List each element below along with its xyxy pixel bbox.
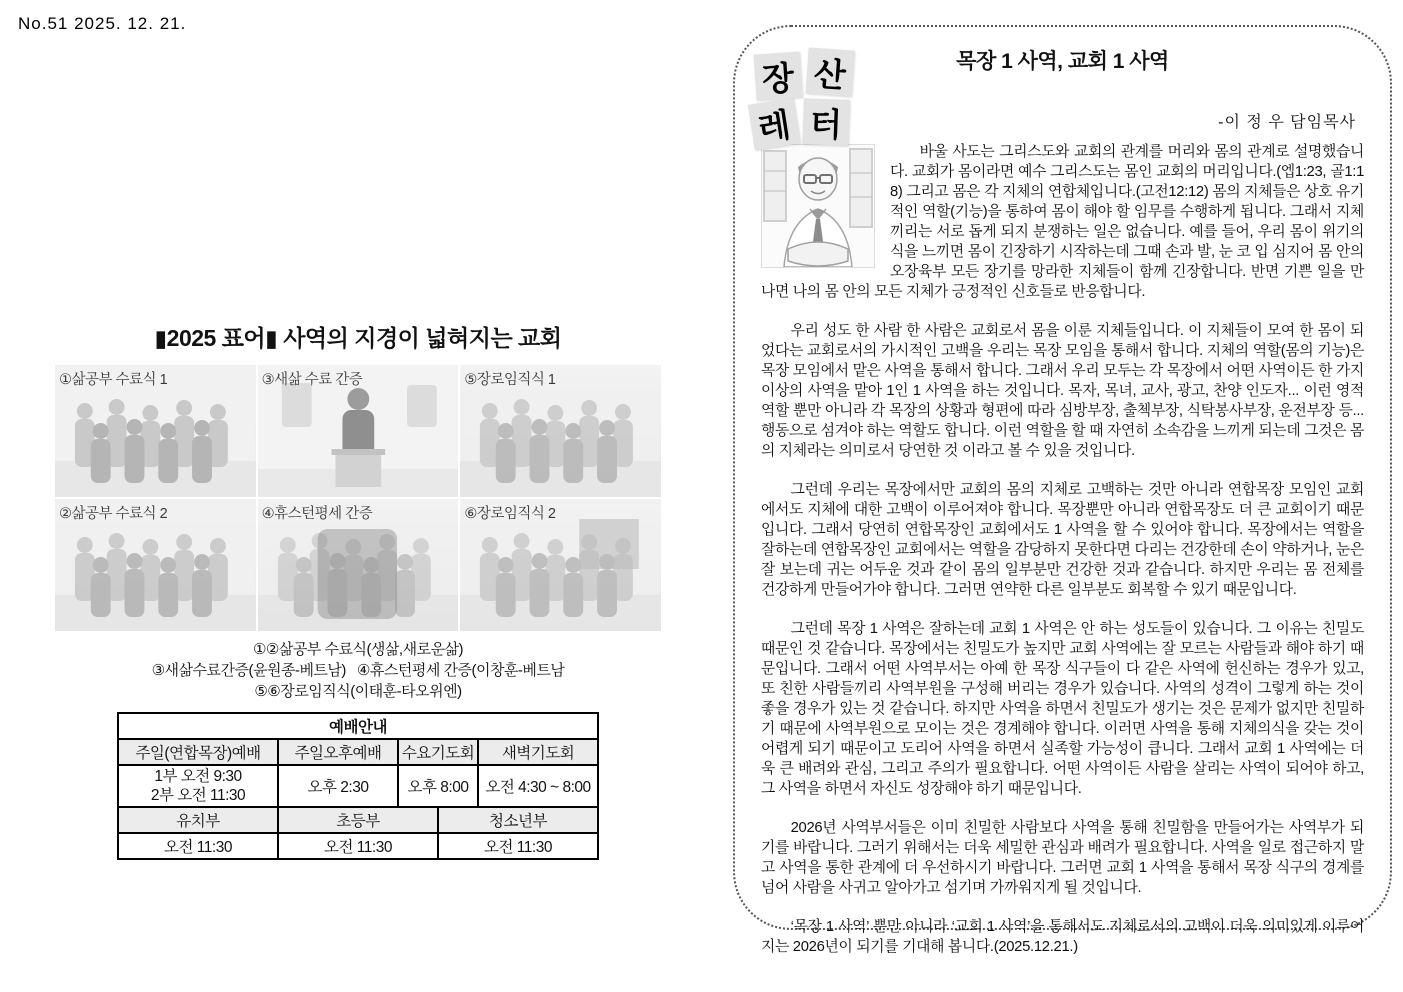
photo-4 xyxy=(258,499,459,631)
letter-paragraph-1: 바울 사도는 그리스도와 교회의 관계를 머리와 몸의 관계로 설명했습니다. 교회가 몸이라면 예수 그리스도는 몸인 교회의 머리입니다.(엡1:23, 골1:18) 그리고 몸은 각 지체의 연합체입니다.(고전12:12) 몸의 지체들은 상호 유기적인 역할(기능)을 통하여 몸이 해야 할 임무를 수행하게 됩니다. 그래서 지체끼리는 서로 돕게 되지 분쟁하는 일은 없습니다. 예를 들어, 우리 몸이 위기의식을 느끼면 몸이 긴장하기 시작하는데 그때 손과 발, 눈 코 입 심지어 몸 안의 오장육부 모든 장기를 망라한 지체들이 함께 긴장합니다. 반면 기쁜 일을 만나면 나의 몸 안의 모든 지체가 긍정적인 신호들로 반응합니다. xyxy=(761,144,1364,300)
issue-number: No.51 2025. 12. 21. xyxy=(18,14,187,33)
worship-time-afternoon: 오후 2:30 xyxy=(278,765,398,807)
jangsan-letter-logo xyxy=(749,49,861,157)
worship-table-wrap xyxy=(117,712,599,860)
logo-tile-3: 레 xyxy=(748,98,801,151)
pastor-portrait xyxy=(761,144,875,268)
pastor-letter-box xyxy=(733,25,1392,955)
letter-title: 목장 1 사역, 교회 1 사역 xyxy=(956,50,1169,73)
worship-time-wednesday: 오후 8:00 xyxy=(398,765,478,807)
worship-header-afternoon: 주일오후예배 xyxy=(278,739,398,765)
letter-body xyxy=(761,142,1364,957)
worship-time-youth: 오전 11:30 xyxy=(438,833,598,859)
photo-6-caption: ⑥장로임직식 2 xyxy=(464,506,556,522)
worship-table xyxy=(117,712,599,860)
logo-tile-2: 산 xyxy=(805,47,854,96)
photo-2-caption: ②삶공부 수료식 2 xyxy=(59,506,168,522)
worship-time-sunday-2: 2부 오전 11:30 xyxy=(150,787,246,804)
letter-paragraph-6: ‘목장 1 사역’ 뿐만 아니라 ‘교회 1 사역’을 통해서도 지체로서의 고백이 더욱 의미있게 이루어지는 2026년이 되기를 기대해 봅니다.(2025.12.21.) xyxy=(761,919,1364,955)
worship-header-dawn: 새벽기도회 xyxy=(478,739,598,765)
photo-3 xyxy=(258,365,459,497)
letter-paragraph-3: 그런데 우리는 목장에서만 교회의 몸의 지체로 고백하는 것만 아니라 연합목장 모임인 교회에서도 지체에 대한 고백이 이루어져야 합니다. 목장뿐만 아니라 연합목장도 더 큰 교회이기 때문입니다. 그래서 당연히 연합목장인 교회에서도 1 사역을 할 수 있어야 합니다. 목장에서는 역할을 잘하는데 연합목장인 교회에서는 역할을 감당하지 못한다면 다리는 건강한데 손이 약하거나, 눈은 잘 보는데 귀는 어두운 것과 같이 몸의 일부분만 건강한 것과 같습니다. 하지만 우리는 몸 전체를 건강하게 만들어가야 합니다. 그러면 연약한 다른 일부분도 회복할 수 있기 때문입니다. xyxy=(761,482,1364,598)
letter-author: -이 정 우 담임목사 xyxy=(1218,114,1356,131)
letter-paragraph-5: 2026년 사역부서들은 이미 친밀한 사람보다 사역을 통해 친밀함을 만들어가는 사역부가 되기를 바랍니다. 그러기 위해서는 더욱 세밀한 관심과 배려가 필요합니다. 사역을 일로 접근하지 말고 사역을 통한 관계에 더 우선하시기 바랍니다. 그러면 교회 1 사역을 통해서 목장 식구의 경계를 넘어 사람을 사귀고 알아가고 섬기며 가까워지게 될 것입니다. xyxy=(761,820,1364,896)
photo-5-caption: ⑤장로임직식 1 xyxy=(464,372,556,388)
worship-time-elementary: 오전 11:30 xyxy=(278,833,438,859)
worship-time-kinder: 오전 11:30 xyxy=(118,833,278,859)
photo-5 xyxy=(460,365,661,497)
worship-header-wednesday: 수요기도회 xyxy=(398,739,478,765)
photo-1 xyxy=(55,365,256,497)
photo-2 xyxy=(55,499,256,631)
photo-note-line-1: ①②삶공부 수료식(생삶,새로운삶) xyxy=(252,641,464,658)
photo-6 xyxy=(460,499,661,631)
worship-header-sunday: 주일(연합목장)예배 xyxy=(118,739,278,765)
photo-grid xyxy=(55,365,661,631)
worship-time-sunday-1: 1부 오전 9:30 xyxy=(154,768,242,785)
worship-header-elementary: 초등부 xyxy=(278,807,438,833)
photo-1-caption: ①삶공부 수료식 1 xyxy=(59,372,168,388)
letter-paragraph-2: 우리 성도 한 사람 한 사람은 교회로서 몸을 이룬 지체들입니다. 이 지체들이 모여 한 몸이 되었다는 교회로서의 가시적인 고백을 우리는 목장 모임을 통해서 합니다. 지체의 역할(몸의 기능)은 목장 모임에서 맡은 사역을 통해서 합니다. 그래서 우리 모두는 각 목장에서 어떤 사역이든 한 가지 이상의 사역을 맡아 1인 1 사역을 하는 것입니다. 목자, 목녀, 교사, 광고, 찬양 인도자... 이런 영적 역할 뿐만 아니라 각 목장의 상황과 형편에 따라 심방부장, 출첵부장, 식탁봉사부장, 운전부장 등... 행동으로 섬겨야 하는 역할도 합니다. 이런 역할을 할 때 자연히 소속감을 느끼게 되는데 그것은 몸의 지체라는 의미로서 당연한 것 이라고 볼 수 있을 것입니다. xyxy=(761,323,1364,459)
logo-tile-4: 터 xyxy=(802,98,850,146)
worship-header-kinder: 유치부 xyxy=(118,807,278,833)
left-page xyxy=(55,320,661,860)
photo-3-caption: ③새삶 수료 간증 xyxy=(261,372,363,388)
worship-header-youth: 청소년부 xyxy=(438,807,598,833)
photo-note-line-2: ③새삶수료간증(윤원종-베트남) ④휴스턴평세 간증(이창훈-베트남 xyxy=(151,662,565,679)
photo-4-caption: ④휴스턴평세 간증 xyxy=(261,506,373,522)
logo-tile-1: 장 xyxy=(753,51,802,100)
motto-title: ▮2025 표어▮ 사역의 지경이 넓혀지는 교회 xyxy=(154,325,562,351)
photo-note-line-3: ⑤⑥장로임직식(이태훈-타오위엔) xyxy=(254,683,462,700)
worship-time-dawn: 오전 4:30 ~ 8:00 xyxy=(478,765,598,807)
photo-notes xyxy=(55,639,661,702)
worship-time-sunday xyxy=(118,765,278,807)
worship-table-title: 예배안내 xyxy=(118,713,598,739)
letter-paragraph-4: 그런데 목장 1 사역은 잘하는데 교회 1 사역은 안 하는 성도들이 있습니다. 그 이유는 친밀도 때문인 것 같습니다. 목장에서는 친밀도가 높지만 교회 사역에는 잘 모르는 사람들과 해야 하기 때문입니다. 그래서 어떤 사역부서는 아예 한 목장 식구들이 다 같은 사역에 헌신하는 경우가 있고, 또 친한 사람들끼리 사역부원을 구성해 버리는 경우가 있습니다. 사역의 성격이 그렇게 하는 것이 좋을 경우가 있는 것 같습니다. 하지만 사역을 하면서 친밀도가 생기는 것은 문제가 없지만 친밀하기 때문에 사역부원으로 모이는 것은 경계해야 합니다. 이러면 사역을 통해 지체의식을 갖는 것이 어렵게 되기 때문이고 도리어 사역을 하면서 실족할 가능성이 큽니다. 그래서 교회 1 사역에는 더욱 큰 배려와 관심, 그리고 주의가 필요합니다. 어떤 사역이든 사람을 살리는 사역이 되어야 하고, 그 사역을 하면서 자신도 성장해야 하기 때문입니다. xyxy=(761,621,1364,797)
